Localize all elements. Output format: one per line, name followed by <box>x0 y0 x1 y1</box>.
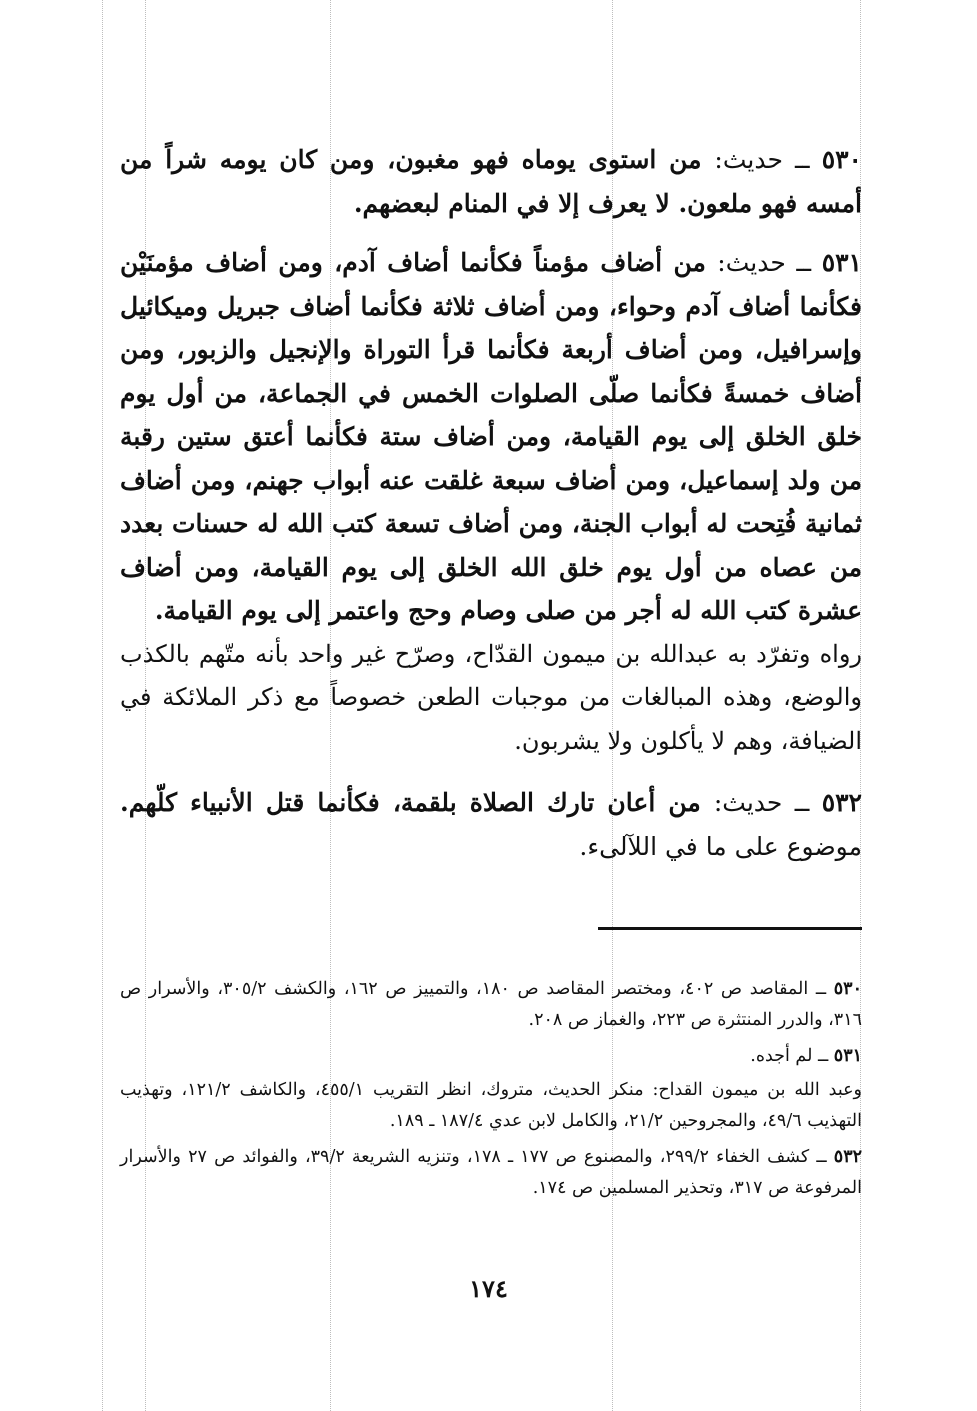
entry-number: ٥٣٢ <box>821 788 862 817</box>
entry-text: من أضاف مؤمناً فكأنما أضاف آدم، ومن أضاف مؤمنَيْن فكأنما أضاف آدم وحواء، ومن أضاف ثلاثة فكأنما أضاف جبريل وميكائيل وإسرافيل، ومن أضاف أربعة فكأنما قرأ التوراة والإنجيل والزبور، ومن أضاف خمسةً فكأنما صلّى الصلوات الخمس في الجماعة، من أول يوم خلق الخلق إلى يوم القيامة، ومن أضاف ستة فكأنما أعتق ستين رقبة من ولد إسماعيل، ومن أضاف سبعة غلقت عنه أبواب جهنم، ومن أضاف ثمانية فُتِحت له أبواب الجنة، ومن أضاف تسعة كتب الله له حسنات بعدد من عصاه من أول يوم خلق الله الخلق إلى يوم القيامة، ومن أضاف عشرة كتب الله له أجر من صلى وصام وحج واعتمر إلى يوم القيامة. <box>120 248 862 625</box>
entry-531-narration: رواه وتفرّد به عبدالله بن ميمون القدّاح، وصرّح غير واحد بأنه متّهم بالكذب والوضع، وهذه المبالغات من موجبات الطعن خصوصاً مع ذكر الملائكة في الضيافة، وهم لا يأكلون ولا يشربون. <box>120 639 862 755</box>
footnote-number: ٥٣١ <box>833 1046 862 1066</box>
page-number: ١٧٤ <box>469 1274 508 1303</box>
entry-text: من استوى يوماه فهو مغبون، ومن كان يومه شراً من أمسه فهو ملعون. لا يعرف إلا في المنام لبعضهم. <box>120 145 862 218</box>
entry-530 <box>120 138 862 225</box>
footnote-text: ــ كشف الخفاء ٢٩٩/٢، والمصنوع ص ١٧٧ ـ ١٧٨، وتنزيه الشريعة ٣٩/٢، والفوائد ص ٢٧ والأسرار المرفوعة ص ٣١٧، وتحذير المسلمين ص ١٧٤. <box>120 1147 862 1198</box>
scan-line <box>102 0 103 1411</box>
entry-532 <box>120 781 862 868</box>
entry-label: ــ حديث: <box>714 145 822 174</box>
entry-text: من أعان تارك الصلاة بلقمة، فكأنما قتل الأنبياء كلّهم. <box>120 788 714 817</box>
main-text <box>120 138 862 884</box>
footnote-532 <box>120 1142 862 1204</box>
footnote-divider <box>598 927 862 930</box>
footnote-531-continuation: وعبد الله بن ميمون القداح: منكر الحديث، متروك، انظر التقريب ٤٥٥/١، والكاشف ١٢١/٢، وتهذيب التهذيب ٤٩/٦، والمجروحين ٢١/٢، والكامل لابن عدي ١٨٧/٤ ـ ١٨٩. <box>120 1080 862 1131</box>
entry-531 <box>120 241 862 633</box>
footnote-531 <box>120 1041 862 1072</box>
footnote-text: ــ لم أجده. <box>750 1046 834 1066</box>
footnote-530 <box>120 974 862 1036</box>
entry-number: ٥٣١ <box>821 248 862 277</box>
entry-tail: موضوع على ما في اللآلىء. <box>579 831 862 861</box>
footnotes <box>120 974 862 1209</box>
footnote-number: ٥٣٢ <box>833 1147 862 1167</box>
footnote-text: ــ المقاصد ص ٤٠٢، ومختصر المقاصد ص ١٨٠، والتمييز ص ١٦٢، والكشف ٣٠٥/٢، والأسرار ص ٣١٦، والدرر المنتثرة ص ٢٢٣، والغماز ص ٢٠٨. <box>120 979 862 1030</box>
entry-label: ــ حديث: <box>717 248 822 277</box>
entry-label: ــ حديث: <box>713 788 822 817</box>
entry-number: ٥٣٠ <box>821 145 862 174</box>
footnote-number: ٥٣٠ <box>833 979 862 999</box>
